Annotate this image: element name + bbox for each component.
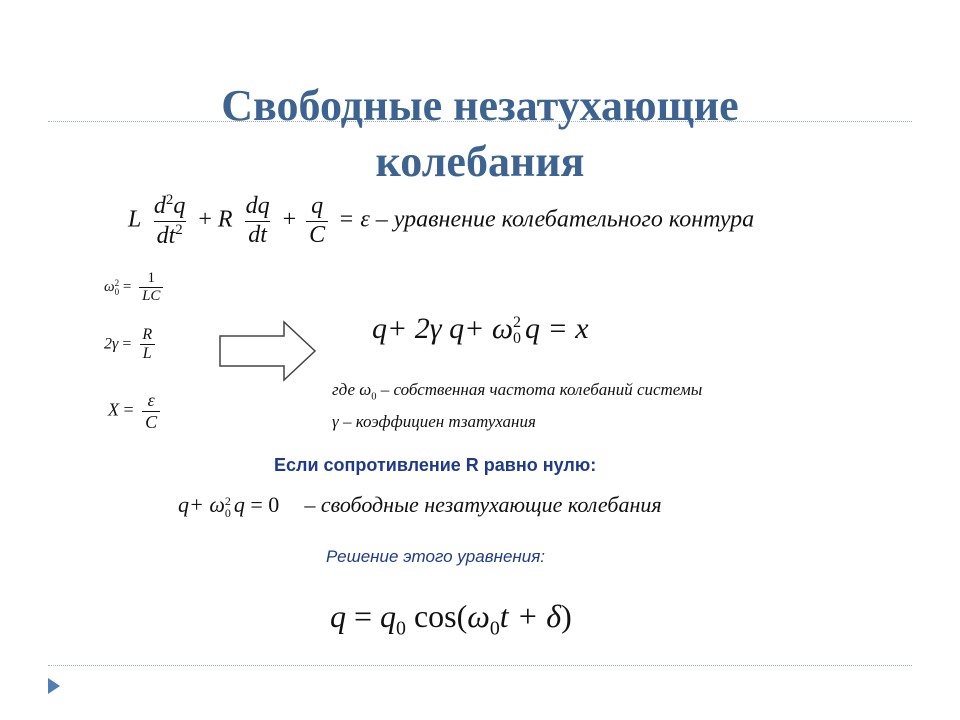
slide-title-line1: Свободные незатухающие: [221, 81, 739, 130]
reduced-equation: q+ 2γ q+ ω 2 0 q = x: [372, 312, 589, 348]
slide-bullet-arrow-icon: [46, 676, 62, 696]
x-definition: X = $\frac{\varepsilon}{C}$: [108, 390, 164, 432]
free-oscillation-equation: q+ ω 2 0 q = 0 – свободные незатухающие колебания: [178, 492, 662, 520]
slide-title-line2: колебания: [375, 137, 585, 186]
circuit-equation: L $\frac{d^2q}{dt^2}$ + R $\frac{dq}{dt}$ + $\frac{q}{C}$ = ε – уравнение колебательного контура: [128, 192, 755, 249]
gamma-definition: 2γ = $\frac{R}{L}$: [104, 326, 159, 364]
omega0-note: где $\omega_0$ – собственная частота колебаний системы: [332, 380, 703, 403]
bottom-divider: [48, 665, 912, 666]
omega0-definition: ω 2 0 = $\frac{1}{LC}$: [104, 270, 167, 306]
zero-resistance-heading: Если сопротивление R равно нулю:: [274, 455, 597, 475]
solution-label: Решение этого уравнения:: [326, 547, 546, 566]
solution-equation: $q = q_0$ $\cos(\omega_0t + \delta)$: [330, 598, 572, 640]
gamma-note: γ – коэффициен тзатухания: [332, 412, 536, 431]
right-arrow-icon: [218, 320, 318, 382]
